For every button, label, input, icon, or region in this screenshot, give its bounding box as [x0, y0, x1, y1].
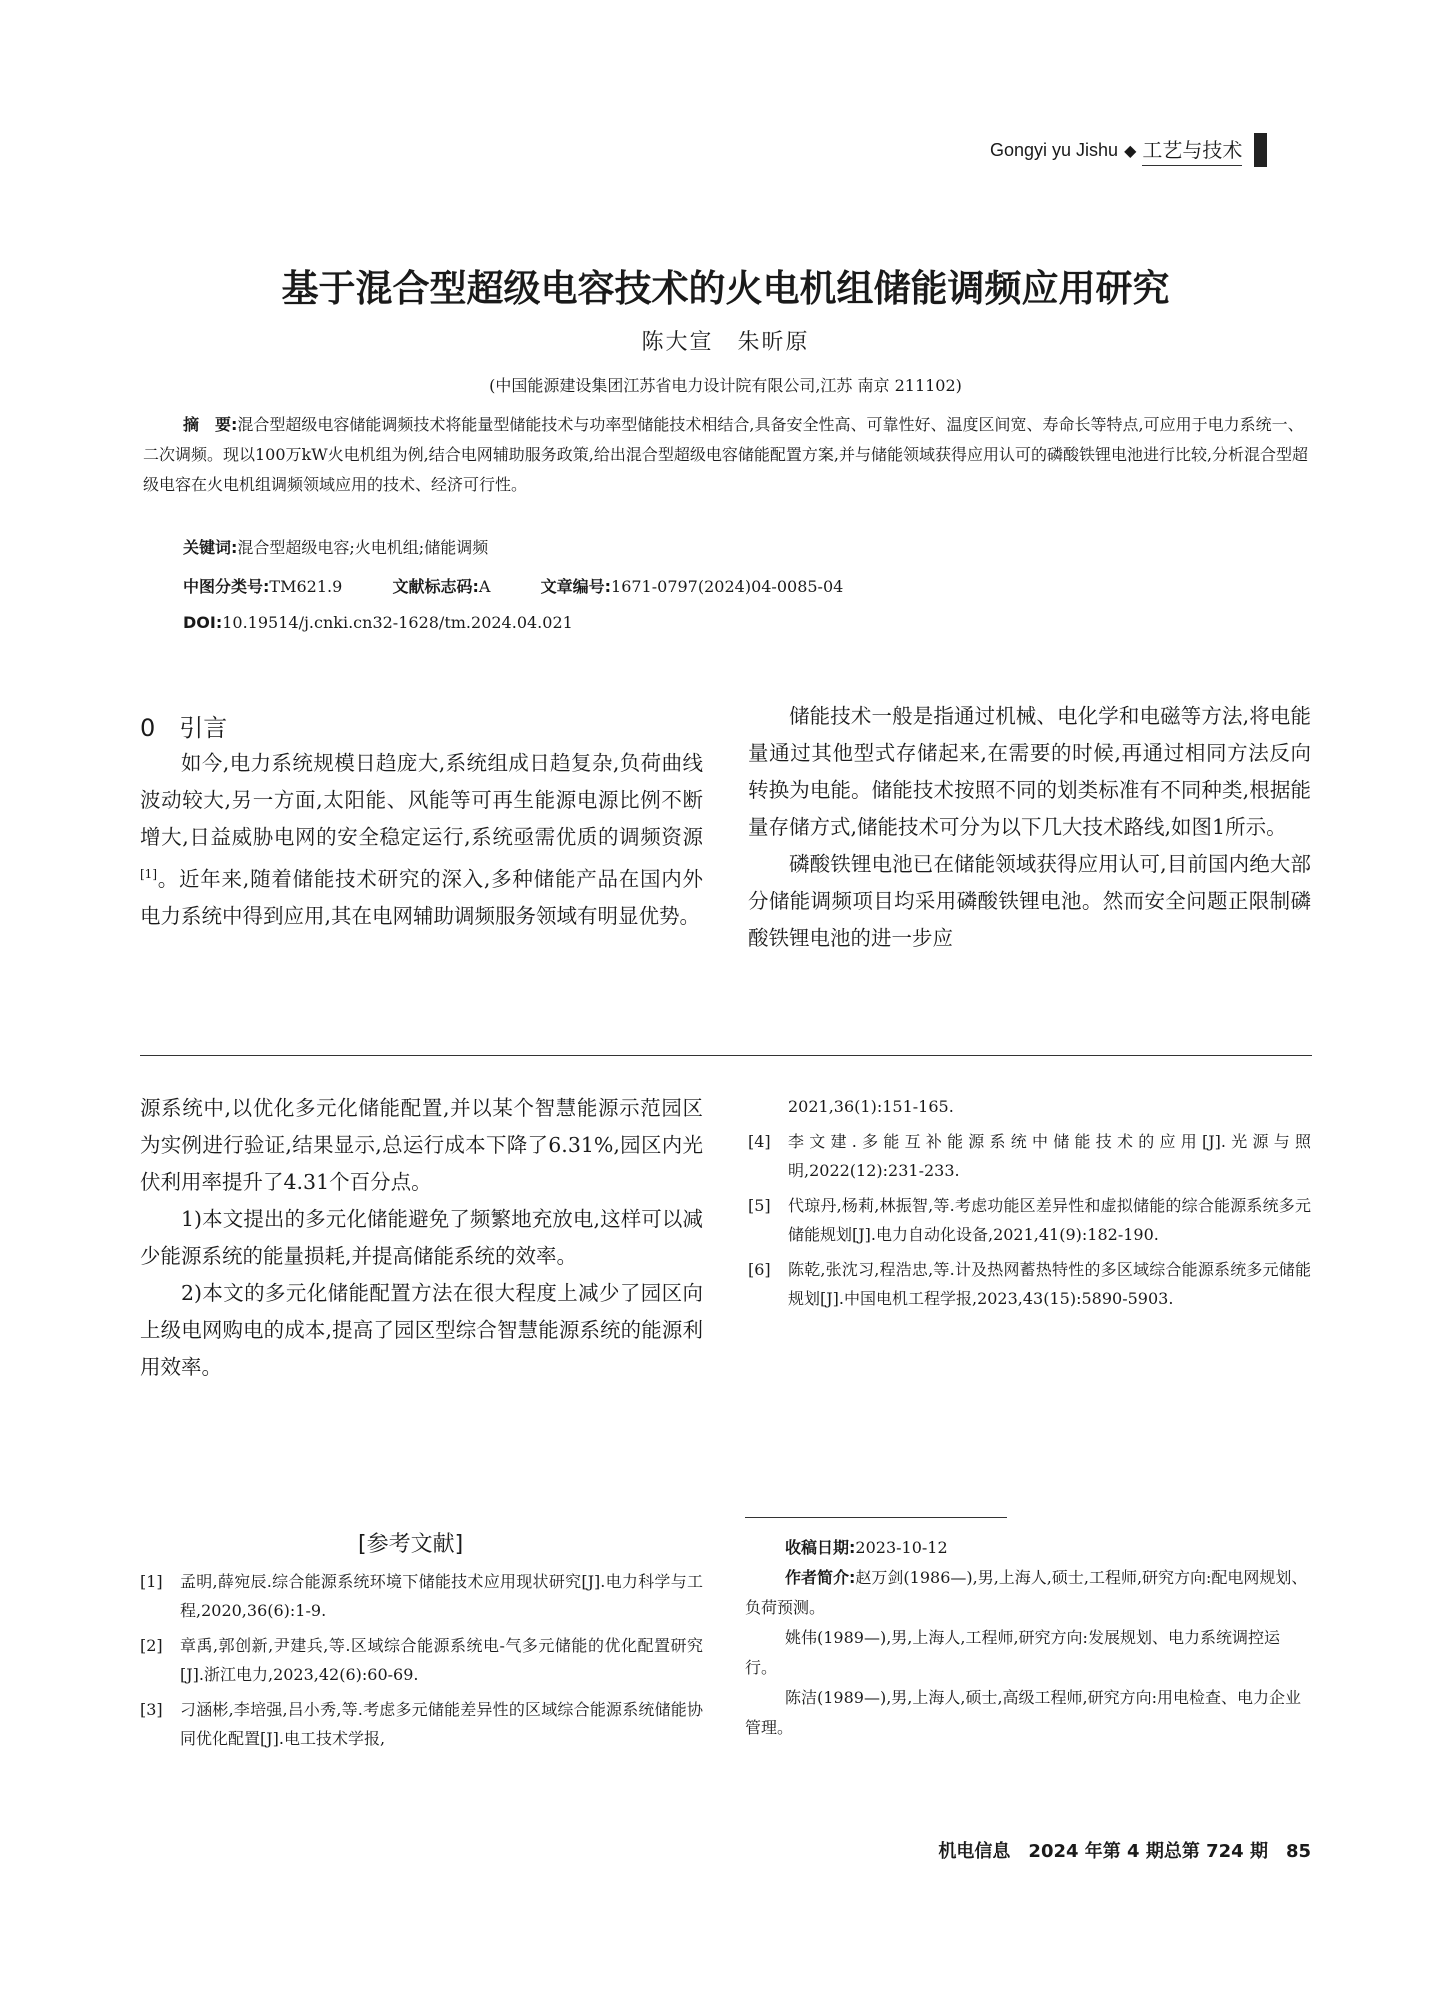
- conclusion-point-1: 1)本文提出的多元化储能避免了频繁地充放电,这样可以减少能源系统的能量损耗,并提高储能系统的效率。: [140, 1207, 703, 1268]
- article-number-value: 1671-0797(2024)04-0085-04: [611, 577, 844, 596]
- keywords-label: 关键词:: [183, 538, 238, 557]
- column-name: 工艺与技术: [1142, 134, 1242, 166]
- reference-item: [748, 1255, 1311, 1313]
- reference-item: [748, 1127, 1311, 1185]
- storage-paragraph: 储能技术一般是指通过机械、电化学和电磁等方法,将电能量通过其他型式存储起来,在需要的时候,再通过相同方法反向转换为电能。储能技术按照不同的划类标准有不同种类,根据能量存储方式,储能技术可分为以下几大技术路线,如图1所示。: [748, 704, 1311, 839]
- citation-1: [1]: [140, 867, 157, 881]
- article-number-label: 文章编号:: [540, 577, 612, 596]
- divider: [140, 1055, 1312, 1056]
- conclusion-paragraph: 源系统中,以优化多元化储能配置,并以某个智慧能源示范园区为实例进行验证,结果显示,总运行成本下降了6.31%,园区内光伏利用率提升了4.31个百分点。: [140, 1096, 703, 1194]
- abstract-text: 混合型超级电容储能调频技术将能量型储能技术与功率型储能技术相结合,具备安全性高、可靠性好、温度区间宽、寿命长等特点,可应用于电力系统一、二次调频。现以100万kW火电机组为例,结合电网辅助服务政策,给出混合型超级电容储能配置方案,并与储能领域获得应用认可的磷酸铁锂电池进行比较,分析混合型超级电容在火电机组调频领域应用的技术、经济可行性。: [143, 415, 1309, 494]
- intro-left-column: [140, 745, 703, 935]
- section-heading: 0 引言: [140, 714, 228, 742]
- keywords-text: 混合型超级电容;火电机组;储能调频: [237, 538, 489, 557]
- reference-item: [140, 1631, 703, 1689]
- reference-text: 陈乾,张沈习,程浩忠,等.计及热网蓄热特性的多区域综合能源系统多元储能规划[J].中国电机工程学报,2023,43(15):5890-5903.: [788, 1260, 1311, 1308]
- intro-text-1: 如今,电力系统规模日趋庞大,系统组成日趋复杂,负荷曲线波动较大,另一方面,太阳能、风能等可再生能源电源比例不断增大,日益威胁电网的安全稳定运行,系统亟需优质的调频资源: [140, 751, 703, 849]
- intro-right-column: [748, 698, 1311, 957]
- doc-code-value: A: [478, 577, 491, 596]
- bio-label: 作者简介:: [785, 1568, 856, 1587]
- intro-paragraph: [140, 745, 703, 935]
- reference-text: 刁涵彬,李培强,吕小秀,等.考虑多元储能差异性的区域综合能源系统储能协同优化配置[J].电工技术学报,: [180, 1700, 703, 1748]
- author-bio-1: [745, 1563, 1311, 1623]
- reference-number: [5]: [748, 1196, 771, 1215]
- reference-text: 代琼丹,杨莉,林振智,等.考虑功能区差异性和虚拟储能的综合能源系统多元储能规划[J].电力自动化设备,2021,41(9):182-190.: [788, 1196, 1311, 1244]
- reference-item: [748, 1191, 1311, 1249]
- reference-number: [4]: [748, 1132, 771, 1151]
- affiliation: (中国能源建设集团江苏省电力设计院有限公司,江苏 南京 211102): [489, 376, 962, 395]
- reference-item: [140, 1567, 703, 1625]
- author-bio-3: 陈洁(1989—),男,上海人,硕士,高级工程师,研究方向:用电检查、电力企业管理。: [745, 1688, 1302, 1737]
- reference-number: [6]: [748, 1260, 771, 1279]
- journal-pinyin: Gongyi yu Jishu: [990, 139, 1119, 160]
- reference-item: [140, 1695, 703, 1753]
- conclusion-column: [140, 1090, 703, 1386]
- received-value: 2023-10-12: [855, 1538, 948, 1557]
- paper-title: 基于混合型超级电容技术的火电机组储能调频应用研究: [281, 267, 1170, 310]
- reference-text: 2021,36(1):151-165.: [788, 1097, 954, 1116]
- clc-value: TM621.9: [269, 577, 343, 596]
- authors: 陈大宣 朱昕原: [641, 330, 810, 355]
- author-bio-2: 姚伟(1989—),男,上海人,工程师,研究方向:发展规划、电力系统调控运行。: [745, 1628, 1280, 1677]
- references-title: [参考文献]: [358, 1532, 464, 1557]
- keywords: [183, 535, 488, 558]
- abstract-label: 摘 要:: [183, 415, 238, 434]
- lfp-paragraph: 磷酸铁锂电池已在储能领域获得应用认可,目前国内绝大部分储能调频项目均采用磷酸铁锂电池。然而安全问题正限制磷酸铁锂电池的进一步应: [748, 852, 1311, 950]
- reference-text: 李文建.多能互补能源系统中储能技术的应用[J].光源与照明,2022(12):231-233.: [788, 1132, 1311, 1180]
- abstract-paragraph: [143, 410, 1313, 500]
- reference-number: [1]: [140, 1572, 163, 1591]
- page-footer: 机电信息 2024 年第 4 期总第 724 期 85: [938, 1841, 1311, 1862]
- reference-number: [3]: [140, 1700, 163, 1719]
- author-notes: [745, 1533, 1311, 1743]
- bio-text: 赵万剑(1986—),男,上海人,硕士,工程师,研究方向:配电网规划、负荷预测。: [745, 1568, 1308, 1617]
- references-right: [748, 1092, 1311, 1313]
- reference-text: 孟明,薛宛辰.综合能源系统环境下储能技术应用现状研究[J].电力科学与工程,2020,36(6):1-9.: [180, 1572, 703, 1620]
- reference-continued: [748, 1092, 1311, 1121]
- received-date: [745, 1533, 1311, 1563]
- conclusion-point-2: 2)本文的多元化储能配置方法在很大程度上减少了园区向上级电网购电的成本,提高了园区型综合智慧能源系统的能源利用效率。: [140, 1281, 703, 1379]
- received-label: 收稿日期:: [785, 1538, 856, 1557]
- running-header: [990, 133, 1267, 167]
- reference-text: 章禹,郭创新,尹建兵,等.区域综合能源系统电-气多元储能的优化配置研究[J].浙江电力,2023,42(6):60-69.: [180, 1636, 703, 1684]
- notes-separator: [745, 1517, 1007, 1518]
- doi-label: DOI:: [183, 613, 223, 632]
- diamond-icon: ◆: [1124, 140, 1137, 160]
- references-left: [140, 1567, 703, 1753]
- doi-line: [183, 613, 573, 632]
- reference-number: [2]: [140, 1636, 163, 1655]
- classification-line: [183, 574, 843, 597]
- abstract: [143, 410, 1313, 500]
- header-bar-icon: [1254, 133, 1267, 167]
- doc-code-label: 文献标志码:: [392, 577, 479, 596]
- intro-text-2: 。近年来,随着储能技术研究的深入,多种储能产品在国内外电力系统中得到应用,其在电网辅助调频服务领域有明显优势。: [140, 866, 703, 928]
- clc-label: 中图分类号:: [183, 577, 270, 596]
- doi-value: 10.19514/j.cnki.cn32-1628/tm.2024.04.021: [222, 613, 573, 632]
